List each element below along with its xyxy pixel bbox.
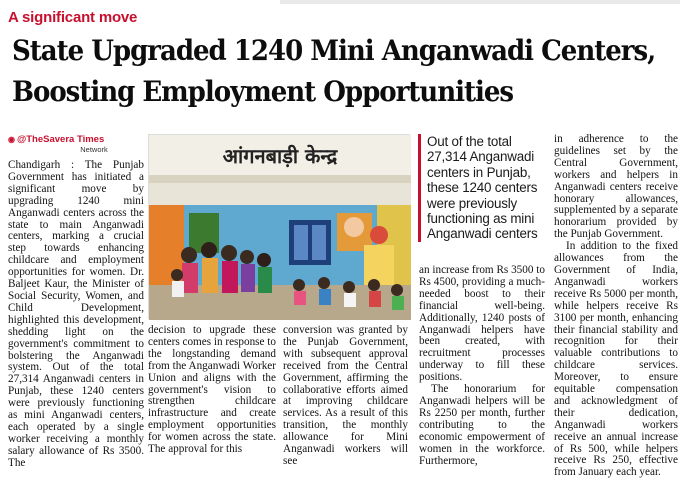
byline [8, 134, 140, 154]
byline-desk: Network [80, 145, 108, 154]
photo-sign-text: आंगनबाड़ी केन्द्र [222, 144, 338, 168]
headline-line-1: State Upgraded 1240 Mini Anganwadi Centers, [12, 34, 656, 67]
at-icon: ◉ [8, 135, 15, 144]
pull-quote [418, 134, 548, 242]
top-masthead-strip [280, 0, 680, 4]
headline [12, 30, 656, 112]
article-paragraph: conversion was granted by the Punjab Government, with subsequent approval received from the Central Government, affirming the collaborative efforts aimed at improving childcare services. As a result of this transition, the monthly allowance for Mini Anganwadi workers will see [283, 324, 408, 467]
article-paragraph: decision to upgrade these centers comes in response to the longstanding demand from the Anganwadi Worker Union and aligns with the government's vision to strengthen childcare infrastructure and create employment opportunities for women across the state. The approval for this [148, 324, 276, 456]
byline-handle [8, 134, 140, 145]
headline-line-2: Boosting Employment Opportunities [12, 75, 514, 108]
pull-quote-text: Out of the total 27,314 Anganwadi centers in Punjab, these 1240 centers were previously functioning as mini Anganwadi centers [427, 134, 538, 242]
article-column-3 [283, 325, 408, 468]
article-paragraph: an increase from Rs 3500 to Rs 4500, providing a much-needed boost to their financial well-being. Additionally, 1240 posts of Anganwadi helpers have been created, with recruitment processes underway to fill these positions. [419, 264, 545, 384]
article-column-4 [419, 265, 545, 467]
article-paragraph: In addition to the fixed allowances from the Government of India, Anganwadi workers receive Rs 5000 per month, while helpers receive Rs 3100 per month, enhancing their financial stability and recognition for their valuable contributions to childcare services. Moreover, to ensure equitable compensation and acknowledgment of their dedication, Anganwadi workers receive an annual increase of Rs 500, while helpers receive Rs 250, effective from January each year. [554, 240, 678, 479]
article-paragraph: Chandigarh : The Punjab Government has initiated a significant move by upgrading 1240 mini Anganwadi centers across the state to main Anganwadi centers, marking a crucial step towards enhancing childcare and employment opportunities for women. Dr. Baljeet Kaur, the Minister of Social Security, Women, and Child Development, highlighted this development, shedding light on the government's commitment to bolstering the Anganwadi system. Out of the total 27,314 Anganwadi centers in Punjab, these 1240 centers were previously functioning as mini Anganwadi centers, each operated by a single worker receiving a monthly salary allowance of Rs 3500. The [8, 159, 144, 469]
article-column-2 [148, 325, 276, 456]
article-paragraph: The honorarium for Anganwadi helpers will be Rs 2250 per month, further contributing to the economic empowerment of women in the workforce. Furthermore, [419, 383, 545, 467]
article-paragraph: in adherence to the guidelines set by the Central Government, workers and helpers in Anganwadi centers receive honorary allowances, supplemented by a separate honorarium provided by the Punjab Government. [554, 133, 678, 241]
section-kicker: A significant move [8, 9, 138, 26]
article-column-5 [554, 134, 678, 479]
article-column-1 [8, 160, 144, 470]
byline-handle-text: @TheSavera Times [16, 134, 105, 145]
anganwadi-photo [148, 134, 410, 319]
